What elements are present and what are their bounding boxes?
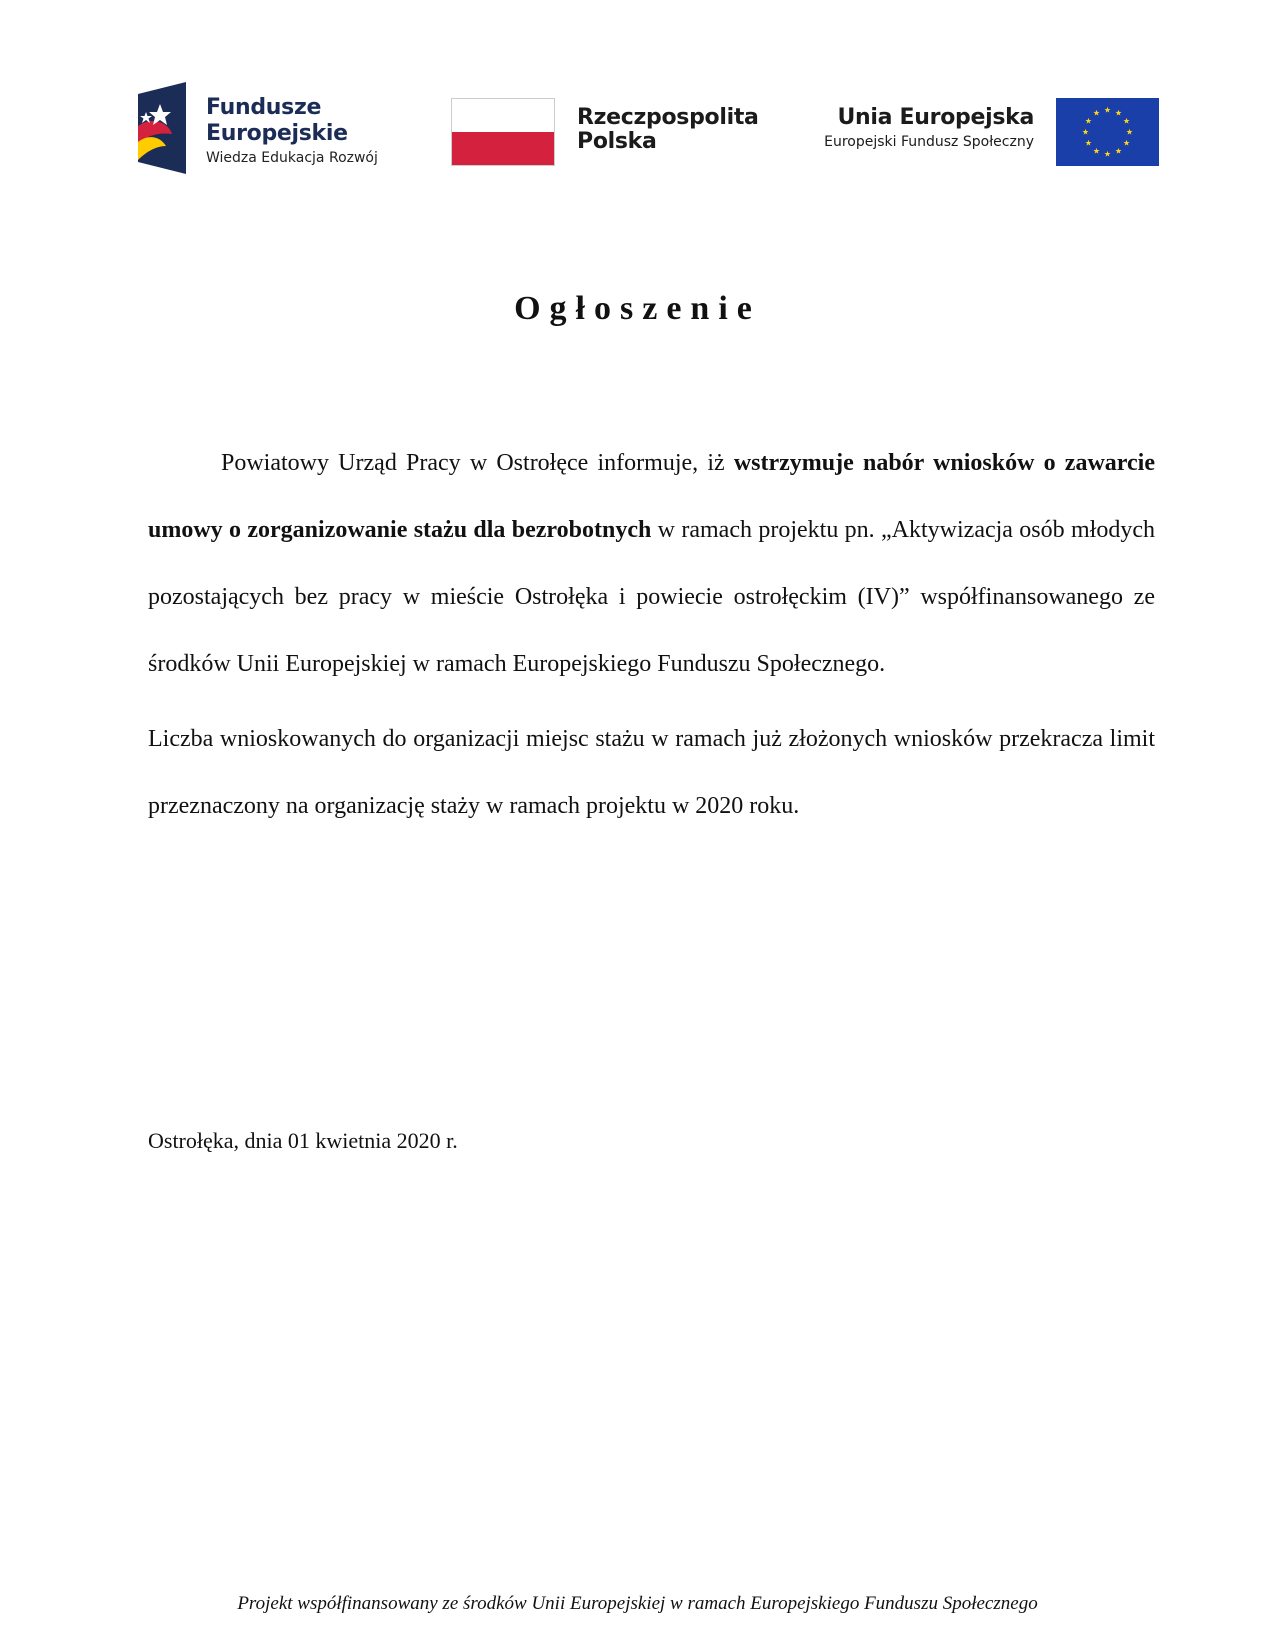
paragraph-1 (148, 430, 1155, 698)
ue-logo-line1: Unia Europejska (837, 105, 1034, 130)
rzeczpospolita-polska-logo-text (577, 106, 759, 154)
pl-logo-line1: Rzeczpospolita (577, 105, 759, 130)
fe-logo-line3: Wiedza Edukacja Rozwój (206, 150, 378, 166)
pl-logo-line2: Polska (577, 129, 657, 154)
fundusze-europejskie-logo-icon (138, 82, 186, 174)
logo-bar (0, 0, 1275, 200)
eu-flag-icon (1056, 98, 1159, 166)
page-title: Ogłoszenie (514, 290, 761, 327)
document-body (148, 430, 1155, 840)
fundusze-europejskie-logo-text (206, 95, 378, 169)
paragraph-1-intro: Powiatowy Urząd Pracy w Ostrołęce informuje, iż (221, 450, 734, 476)
unia-europejska-logo-text (824, 104, 1034, 152)
ue-logo-line2: Europejski Fundusz Społeczny (824, 134, 1034, 150)
paragraph-1-rest: w ramach projektu pn. „Aktywizacja osób młodych pozostających bez pracy w mieście Ostrołęka i powiecie ostrołęckim (IV)” współfinansowanego ze środków Unii Europejskiej w ramach Europejskiego Funduszu Społecznego. (148, 517, 1155, 677)
polish-flag-icon (451, 98, 555, 166)
fe-logo-line2: Europejskie (206, 121, 348, 146)
paragraph-2: Liczba wnioskowanych do organizacji miejsc stażu w ramach już złożonych wniosków przekracza limit przeznaczony na organizację staży w ramach projektu w 2020 roku. (148, 726, 1155, 819)
fe-logo-line1: Fundusze (206, 95, 322, 120)
paragraph-1-bold: wstrzymuje nabór wniosków o zawarcie umowy o zorganizowanie stażu dla bezrobotnych (148, 450, 1155, 543)
footer-note: Projekt współfinansowany ze środków Unii Europejskiej w ramach Europejskiego Funduszu Społecznego (237, 1593, 1038, 1614)
date-line: Ostrołęka, dnia 01 kwietnia 2020 r. (148, 1128, 458, 1153)
